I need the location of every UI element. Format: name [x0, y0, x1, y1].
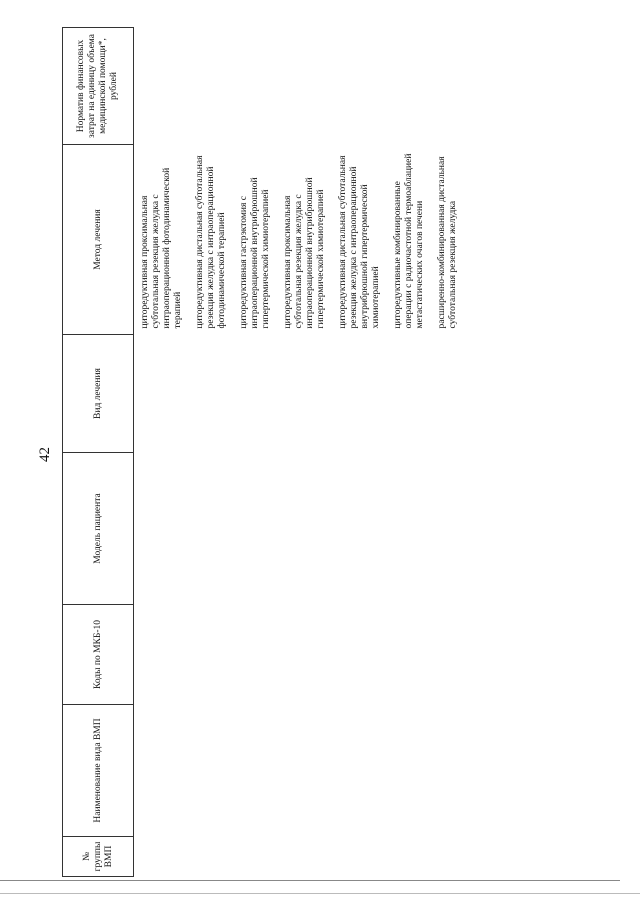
cell-icd10-codes	[134, 605, 471, 705]
method-item: циторедуктивная гастрэктомия с интраоперационной внутрибрюшной гипертермической химиотерапией	[239, 177, 271, 329]
header-icd10-codes: Коды по МКБ-10	[63, 605, 134, 705]
rotated-table-block	[62, 28, 625, 877]
cell-treatment-type	[134, 335, 471, 453]
method-item: циторедуктивная дистальная субтотальная резекция желудка с интраоперационной фотодинамической терапией	[195, 155, 227, 329]
cell-vmp-name	[134, 705, 471, 837]
page-divider	[0, 880, 620, 881]
header-treatment-method: Метод лечения	[63, 145, 134, 335]
method-item: циторедуктивная проксимальная субтотальная резекция желудка с интраоперационной внутрибрюшной гипертермической химиотерапией	[283, 177, 326, 329]
method-item: циторедуктивные комбинированные операции с радиочастотной термоаблацией метастатических очагов печени	[393, 153, 425, 329]
header-cost-standard: Норматив финансовых затрат на единицу объема медицинской помощи*, рублей	[63, 28, 134, 145]
cell-patient-model	[134, 453, 471, 605]
page-bottom-edge	[0, 893, 640, 894]
header-treatment-type: Вид лечения	[63, 335, 134, 453]
header-group-number: № группы ВМП	[63, 837, 134, 877]
table-header-row	[63, 28, 134, 877]
cell-cost-standard	[134, 28, 471, 145]
cell-treatment-methods	[134, 145, 471, 335]
header-patient-model: Модель пациента	[63, 453, 134, 605]
vmp-table	[62, 27, 470, 877]
cell-group-number	[134, 837, 471, 877]
method-item: циторедуктивная дистальная субтотальная резекция желудка с интраоперационной внутрибрюшной гипертермической химиотерапией	[338, 155, 381, 329]
table-row	[134, 28, 471, 877]
method-item: расширенно-комбинированная дистальная субтотальная резекция желудка	[437, 156, 458, 329]
page-number: 42	[37, 447, 53, 462]
method-item: циторедуктивная проксимальная субтотальная резекция желудка с интраоперационной фотодинамической терапией	[140, 167, 183, 329]
header-vmp-name: Наименование вида ВМП	[63, 705, 134, 837]
